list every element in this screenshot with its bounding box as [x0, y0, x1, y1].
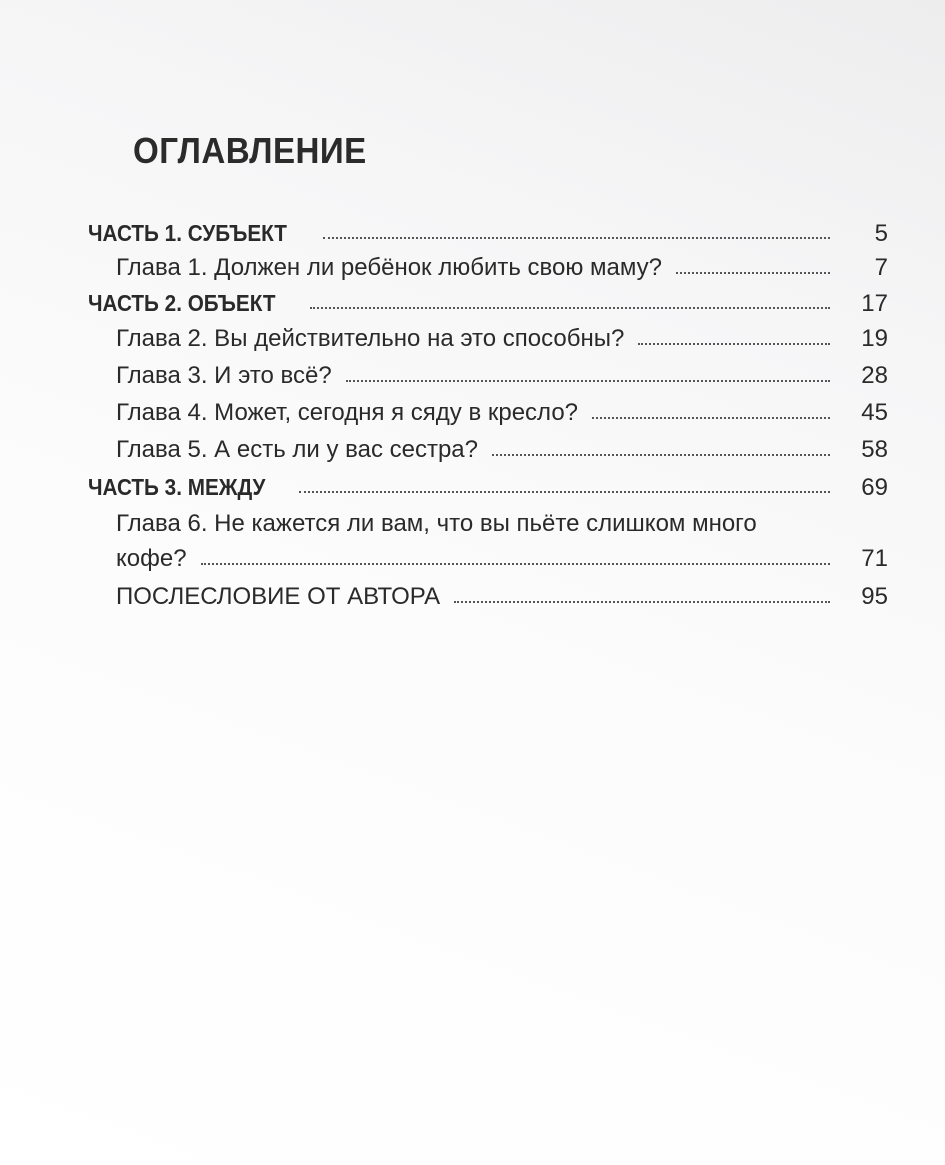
dot-leader [492, 454, 830, 456]
toc-entry-label: Глава 1. Должен ли ребёнок любить свою маму? [116, 254, 662, 281]
toc-entry-label: Глава 3. И это всё? [116, 362, 332, 389]
toc-afterword[interactable] [116, 580, 888, 614]
toc-entry-label: ЧАСТЬ 2. ОБЪЕКТ [88, 290, 276, 316]
dot-leader [310, 307, 830, 309]
toc-part-3[interactable] [88, 470, 888, 504]
toc-chapter-2[interactable] [116, 322, 888, 356]
toc-entry-label: Глава 2. Вы действительно на это способны? [116, 325, 625, 352]
toc-entry-label: кофе? [116, 545, 187, 572]
toc-entry-page: 5 [874, 220, 888, 247]
toc-entry-page: 95 [861, 583, 888, 610]
dot-leader [638, 343, 830, 345]
toc-entry-page: 19 [861, 325, 888, 352]
toc-entry-page: 7 [874, 254, 888, 281]
toc-chapter-5[interactable] [116, 433, 888, 467]
toc-entry-page: 17 [861, 290, 888, 317]
dot-leader [299, 491, 830, 493]
toc-entry-label: Глава 5. А есть ли у вас сестра? [116, 436, 478, 463]
dot-leader [592, 417, 830, 419]
dot-leader [346, 380, 830, 382]
toc-part-1[interactable] [88, 216, 888, 250]
dot-leader [201, 563, 830, 565]
toc-chapter-6-line1[interactable]: Глава 6. Не кажется ли вам, что вы пьёте слишком много [116, 510, 757, 537]
toc-entry-label: Глава 4. Может, сегодня я сяду в кресло? [116, 399, 579, 426]
dot-leader [454, 601, 830, 603]
toc-entry-page: 58 [861, 436, 888, 463]
toc-chapter-1[interactable] [116, 251, 888, 285]
toc-entry-label: ЧАСТЬ 1. СУБЪЕКТ [88, 220, 287, 246]
toc-chapter-3[interactable] [116, 359, 888, 393]
toc-entry-label: ПОСЛЕСЛОВИЕ ОТ АВТОРА [116, 583, 441, 610]
page-title: ОГЛАВЛЕНИЕ [133, 130, 367, 171]
toc-chapter-6[interactable] [116, 542, 888, 576]
dot-leader [323, 237, 830, 239]
toc-entry-page: 69 [861, 474, 888, 501]
toc-entry-page: 28 [861, 362, 888, 389]
toc-part-2[interactable] [88, 286, 888, 320]
toc-entry-label: ЧАСТЬ 3. МЕЖДУ [88, 474, 266, 500]
toc-chapter-4[interactable] [116, 396, 888, 430]
toc-entry-page: 71 [861, 545, 888, 572]
toc-entry-page: 45 [861, 399, 888, 426]
dot-leader [676, 272, 830, 274]
